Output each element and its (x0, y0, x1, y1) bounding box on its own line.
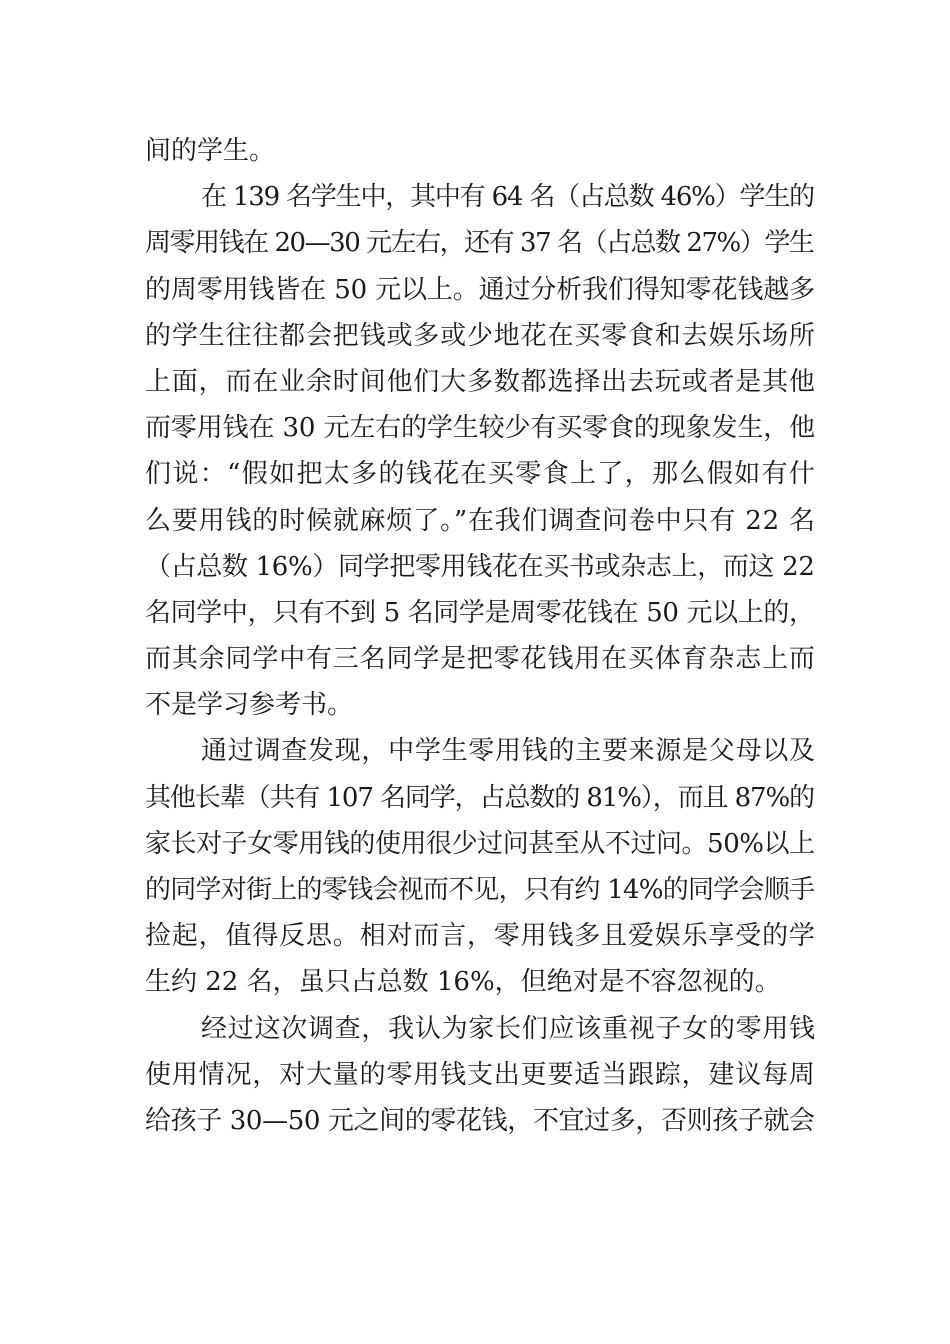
text-line: 上面，而在业余时间他们大多数都选择出去玩或者是其他 (145, 366, 816, 397)
text-line: 而零用钱在 30 元左右的学生较少有买零食的现象发生，他 (145, 413, 815, 444)
text-line: 的同学对街上的零钱会视而不见，只有约 14%的同学会顺手 (145, 875, 815, 905)
text-line: 其他长辈（共有 107 名同学，占总数的 81%），而且 87%的 (145, 782, 814, 813)
text-line: 捡起，值得反思。相对而言，零用钱多且爱娱乐享受的学 (145, 921, 816, 952)
text-line: 的学生往往都会把钱或多或少地花在买零食和去娱乐场所 (145, 320, 816, 351)
text-line: 给孩子 30—50 元之间的零花钱，不宜过多，否则孩子就会 (145, 1105, 815, 1136)
text-line: 么要用钱的时候就麻烦了。”在我们调查问卷中只有 22 名 (145, 505, 816, 536)
text-line: 经过这次调查，我认为家长们应该重视子女的零用钱 (201, 1013, 816, 1044)
text-line: 不是学习参考书。 (145, 690, 354, 721)
text-line: 们说：“假如把太多的钱花在买零食上了，那么假如有什 (145, 459, 817, 490)
text-line: 生约 22 名，虽只占总数 16%，但绝对是不容忽视的。 (145, 967, 781, 998)
body-text (145, 128, 815, 1144)
text-line: 间的学生。 (145, 136, 276, 166)
text-line: 而其余同学中有三名同学是把零花钱用在买体育杂志上而 (145, 644, 816, 675)
text-line: 家长对子女零用钱的使用很少过问甚至从不过问。50%以上 (145, 828, 815, 859)
text-line: （占总数 16%）同学把零用钱花在买书或杂志上，而这 22 (145, 551, 815, 582)
text-line: 在 139 名学生中，其中有 64 名（占总数 46%）学生的 (201, 182, 814, 213)
text-line: 的周零用钱皆在 50 元以上。通过分析我们得知零花钱越多 (145, 274, 815, 305)
text-line: 名同学中，只有不到 5 名同学是周零花钱在 50 元以上的， (145, 597, 815, 628)
text-line: 周零用钱在 20—30 元左右，还有 37 名（占总数 27%）学生 (145, 228, 814, 259)
text-line: 通过调查发现，中学生零用钱的主要来源是父母以及 (201, 736, 816, 767)
text-line: 使用情况，对大量的零用钱支出更要适当跟踪，建议每周 (145, 1059, 816, 1090)
